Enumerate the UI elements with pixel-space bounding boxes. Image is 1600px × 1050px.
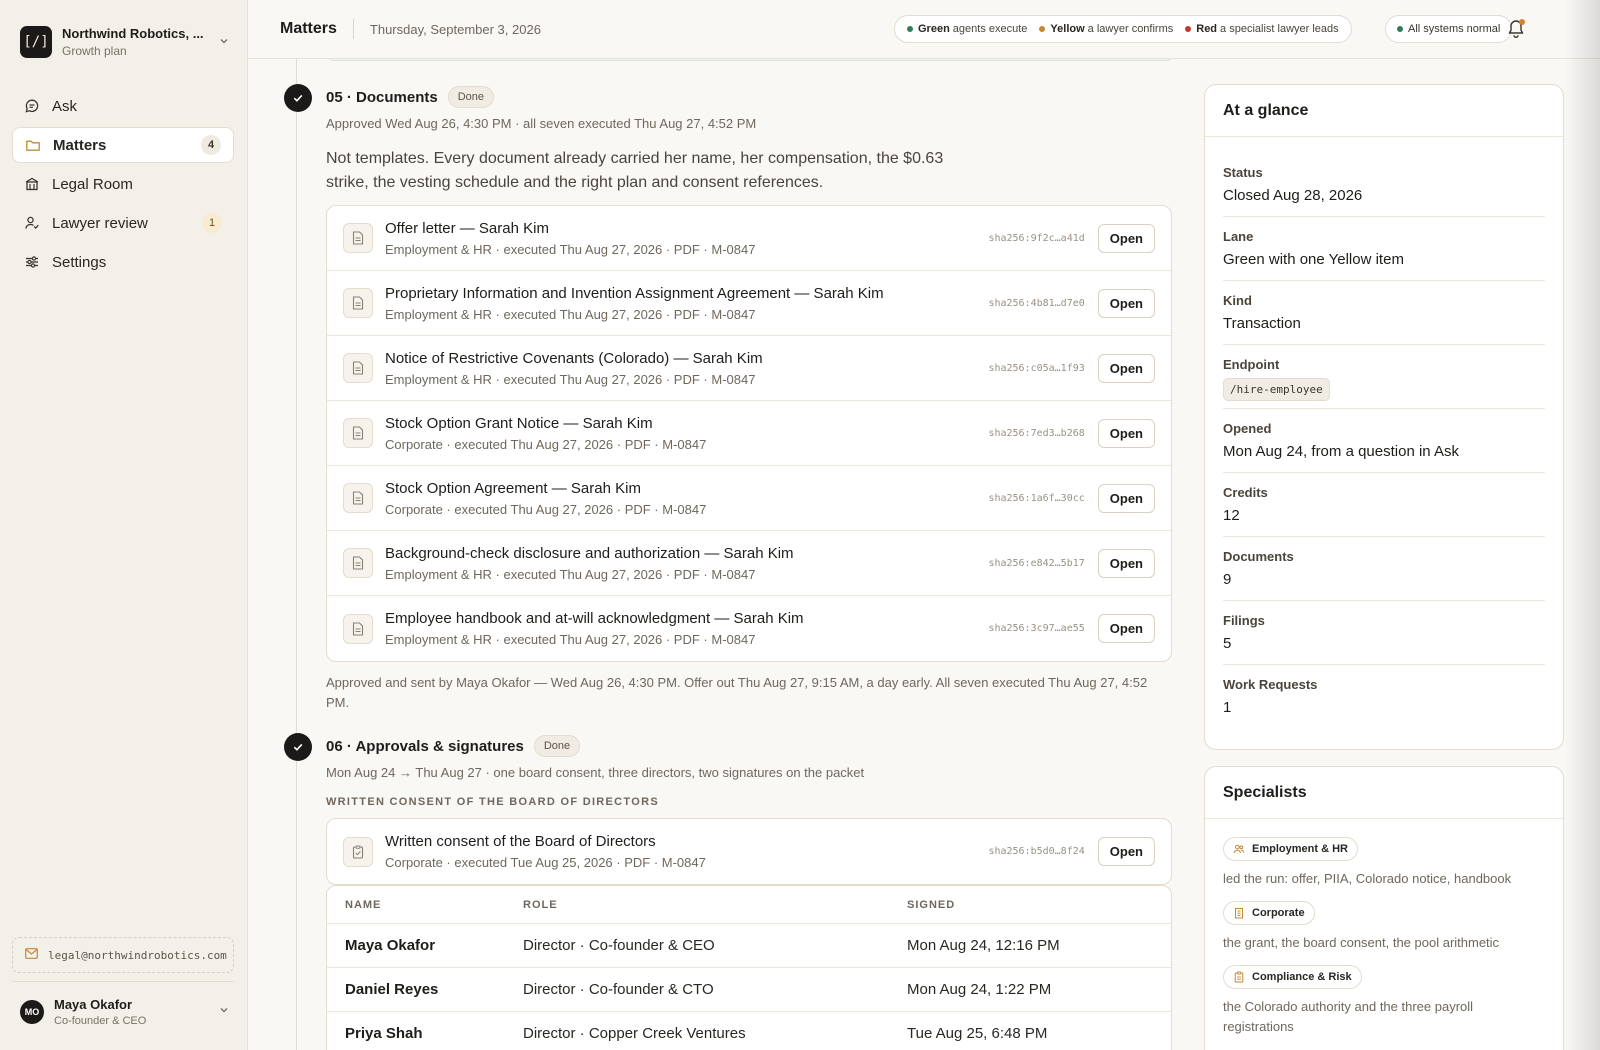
document-row[interactable] [327,466,1171,531]
document-icon [343,614,373,644]
lawyer-review-count-badge: 1 [202,213,222,233]
glance-label: Status [1223,165,1263,180]
legal-email-text: legal@northwindrobotics.com [48,948,227,962]
specialist-description: led the run: offer, PIIA, Colorado notice, handbook [1223,871,1512,886]
document-row[interactable] [327,819,1171,884]
previous-step-card-edge [326,59,1174,61]
step-subtitle: Approved Wed Aug 26, 4:30 PM · all seven executed Thu Aug 27, 4:52 PM [326,116,757,131]
step-05-header [326,86,494,108]
specialist-chip-compliance-risk[interactable] [1223,965,1362,989]
specialist-description: the Colorado authority and the three payroll registrations [1223,999,1474,1034]
document-icon [343,483,373,513]
document-row[interactable] [327,336,1171,401]
specialist-item [1223,901,1545,953]
specialist-name: Compliance & Risk [1252,971,1352,983]
people-icon [1232,842,1246,856]
glance-documents [1223,537,1545,601]
signed-at: Tue Aug 25, 6:48 PM [907,1025,1048,1042]
glance-label: Kind [1223,293,1252,308]
clipboard-icon [1232,970,1246,984]
signer-role: Director · Co-founder & CTO [523,981,714,998]
envelope-icon [25,948,38,962]
document-meta: Employment & HR · executed Thu Aug 27, 2026 · PDF · M-0847 [385,371,756,387]
step-complete-check-icon [284,84,312,112]
legend-green-name: Green [918,23,950,35]
document-meta: Corporate · executed Tue Aug 25, 2026 · PDF · M-0847 [385,855,706,870]
document-hash: sha256:3c97…ae55 [988,623,1085,634]
document-hash: sha256:b5d0…8f24 [988,846,1085,857]
open-document-button[interactable]: Open [1098,837,1155,866]
page-title: Matters [280,20,337,37]
open-document-button[interactable]: Open [1098,614,1155,643]
column-header-role: ROLE [523,898,558,911]
document-hash: sha256:7ed3…b268 [988,427,1085,439]
document-icon [343,223,373,253]
org-name: Northwind Robotics, ... [62,26,204,41]
specialist-name: Employment & HR [1252,843,1348,855]
glance-filings [1223,601,1545,665]
system-status[interactable] [1385,15,1512,43]
legend-red-name: Red [1196,23,1218,35]
document-title: Stock Option Agreement — Sarah Kim [385,479,641,497]
glance-work-requests [1223,665,1545,729]
org-logo: [/] [20,26,52,58]
chevron-down-icon[interactable] [218,35,230,50]
document-title: Offer letter — Sarah Kim [385,219,549,237]
sidebar-item-matters[interactable] [12,127,234,163]
specialist-item [1223,965,1545,1037]
org-plan: Growth plan [62,44,127,58]
specialist-name: Corporate [1252,907,1305,919]
signer-name: Priya Shah [345,1025,423,1042]
building-icon [1232,906,1246,920]
specialist-chip-employment-hr[interactable] [1223,837,1358,861]
signed-at: Mon Aug 24, 12:16 PM [907,937,1060,954]
legend-green-text: agents execute [952,23,1028,35]
sidebar-item-legal-room[interactable] [12,166,234,202]
open-document-button[interactable]: Open [1098,224,1155,253]
sidebar-item-label: Legal Room [52,175,133,193]
document-row[interactable] [327,401,1171,466]
glance-label: Filings [1223,613,1265,628]
open-document-button[interactable]: Open [1098,484,1155,513]
document-icon [343,288,373,318]
document-title: Stock Option Grant Notice — Sarah Kim [385,414,653,432]
column-header-signed: SIGNED [907,898,956,911]
document-row[interactable] [327,206,1171,271]
glance-opened [1223,409,1545,473]
glance-label: Lane [1223,229,1254,244]
step-subtitle: Mon Aug 24 → Thu Aug 27 · one board consent, three directors, two signatures on the packet [326,765,865,780]
glance-label: Opened [1223,421,1272,436]
sidebar-item-label: Settings [52,253,107,271]
document-hash: sha256:e842…5b17 [988,557,1085,569]
open-document-button[interactable]: Open [1098,354,1155,383]
notification-dot [1519,19,1525,25]
status-dot [1397,26,1403,32]
signer-role: Director · Co-founder & CEO [523,937,715,954]
specialist-description: the grant, the board consent, the pool arithmetic [1223,935,1500,950]
column-header-name: NAME [345,898,382,911]
top-header [248,0,1600,59]
legend-yellow-text: a lawyer confirms [1087,23,1174,35]
avatar: MO [20,1000,44,1024]
glance-label: Endpoint [1223,357,1280,372]
open-document-button[interactable]: Open [1098,419,1155,448]
section-label: WRITTEN CONSENT OF THE BOARD OF DIRECTORS [326,796,659,808]
lane-legend [894,15,1352,43]
building-icon [24,176,40,192]
step-title: 06 · Approvals & signatures [326,737,524,755]
glance-value: Closed Aug 28, 2026 [1223,187,1363,204]
specialist-chip-corporate[interactable] [1223,901,1315,925]
chevron-down-icon[interactable] [218,1003,230,1021]
sidebar-item-label: Lawyer review [52,214,148,232]
signed-at: Mon Aug 24, 1:22 PM [907,981,1052,998]
glance-status [1223,153,1545,217]
glance-value: 1 [1223,699,1232,716]
document-title: Background-check disclosure and authorization — Sarah Kim [385,544,794,562]
user-name: Maya Okafor [54,997,133,1012]
timeline-line [296,59,297,1050]
legend-green [907,23,1027,35]
legend-yellow [1039,23,1173,35]
card-title: At a glance [1205,85,1563,137]
glance-value: Transaction [1223,315,1301,332]
document-hash: sha256:4b81…d7e0 [988,297,1085,309]
sidebar-nav [12,88,234,283]
system-status-text: All systems normal [1408,23,1501,35]
glance-value: 5 [1223,635,1232,652]
specialists-card [1204,766,1564,1050]
legend-red [1185,23,1338,35]
glance-value: 12 [1223,507,1240,524]
status-badge: Done [448,86,494,108]
yellow-dot [1039,26,1045,32]
glance-credits [1223,473,1545,537]
glance-value: Green with one Yellow item [1223,251,1404,268]
table-row [327,1012,1171,1050]
matters-count-badge: 4 [201,135,221,155]
document-title: Notice of Restrictive Covenants (Colorado) — Sarah Kim [385,349,763,367]
document-title: Proprietary Information and Invention Assignment Agreement — Sarah Kim [385,284,884,302]
signatures-table [326,885,1172,1050]
red-dot [1185,26,1191,32]
document-row[interactable] [327,596,1171,661]
glance-label: Work Requests [1223,677,1318,692]
sidebar-item-lawyer-review[interactable] [12,205,234,241]
glance-value: 9 [1223,571,1232,588]
step-title: 05 · Documents [326,88,438,106]
document-meta: Corporate · executed Thu Aug 27, 2026 · PDF · M-0847 [385,501,707,517]
sidebar-item-ask[interactable] [12,88,234,124]
legend-red-text: a specialist lawyer leads [1220,23,1339,35]
sidebar-item-settings[interactable] [12,244,234,280]
user-role: Co-founder & CEO [54,1015,147,1027]
glance-kind [1223,281,1545,345]
glance-value: Mon Aug 24, from a question in Ask [1223,443,1459,460]
step-06-header [326,735,580,757]
green-dot [907,26,913,32]
document-meta: Employment & HR · executed Thu Aug 27, 2026 · PDF · M-0847 [385,632,756,647]
at-a-glance-card [1204,84,1564,750]
consent-document [326,818,1172,885]
document-icon [343,418,373,448]
legend-yellow-name: Yellow [1050,23,1085,35]
signer-name: Maya Okafor [345,937,436,954]
document-icon [343,548,373,578]
status-badge: Done [534,735,580,757]
document-meta: Employment & HR · executed Thu Aug 27, 2026 · PDF · M-0847 [385,241,756,257]
user-menu[interactable] [20,995,230,1029]
matter-timeline [248,59,1178,1050]
sidebar [0,0,248,1050]
glance-label: Documents [1223,549,1294,564]
document-list [326,205,1172,662]
window-edge-shadow [1564,0,1600,1050]
table-row [327,968,1171,1012]
card-title: Specialists [1205,767,1563,819]
step-description: Not templates. Every document already carried her name, her compensation, the $0.63 strike, the vesting schedule and the right plan and consent references. [326,150,944,191]
folder-icon [25,137,41,153]
document-meta: Employment & HR · executed Thu Aug 27, 2026 · PDF · M-0847 [385,306,756,322]
endpoint-code: /hire-employee [1223,378,1330,401]
document-title: Employee handbook and at-will acknowledgment — Sarah Kim [385,610,804,627]
person-check-icon [24,215,40,231]
document-meta: Employment & HR · executed Thu Aug 27, 2026 · PDF · M-0847 [385,566,756,582]
step-complete-check-icon [284,733,312,761]
table-header [327,886,1171,924]
clipboard-icon [343,837,373,867]
document-row[interactable] [327,531,1171,596]
signer-role: Director · Copper Creek Ventures [523,1025,746,1042]
header-divider [353,19,354,39]
sliders-icon [24,254,40,270]
glance-label: Credits [1223,485,1268,500]
step-05-note: Approved and sent by Maya Okafor — Wed Aug 26, 4:30 PM. Offer out Thu Aug 27, 9:15 AM, a day early. All seven executed Thu Aug 27, 4:52 PM. [326,675,1148,710]
glance-lane [1223,217,1545,281]
org-switcher[interactable] [20,24,230,60]
signer-name: Daniel Reyes [345,981,439,998]
document-icon [343,353,373,383]
sidebar-divider [12,981,234,982]
table-row [327,924,1171,968]
legal-email-address[interactable] [12,937,234,973]
document-hash: sha256:1a6f…30cc [988,492,1085,504]
open-document-button[interactable]: Open [1098,549,1155,578]
glance-endpoint [1223,345,1545,409]
chat-bubble-icon [24,98,40,114]
sidebar-item-label: Ask [52,97,78,115]
document-hash: sha256:9f2c…a41d [988,232,1085,244]
open-document-button[interactable]: Open [1098,289,1155,318]
document-hash: sha256:c05a…1f93 [988,362,1085,374]
current-date: Thursday, September 3, 2026 [369,21,541,37]
sidebar-item-label: Matters [53,136,107,154]
notifications-bell-icon[interactable] [1506,18,1526,40]
document-title: Written consent of the Board of Directors [385,833,656,850]
specialist-item [1223,837,1545,889]
document-row[interactable] [327,271,1171,336]
document-meta: Corporate · executed Thu Aug 27, 2026 · PDF · M-0847 [385,436,707,452]
